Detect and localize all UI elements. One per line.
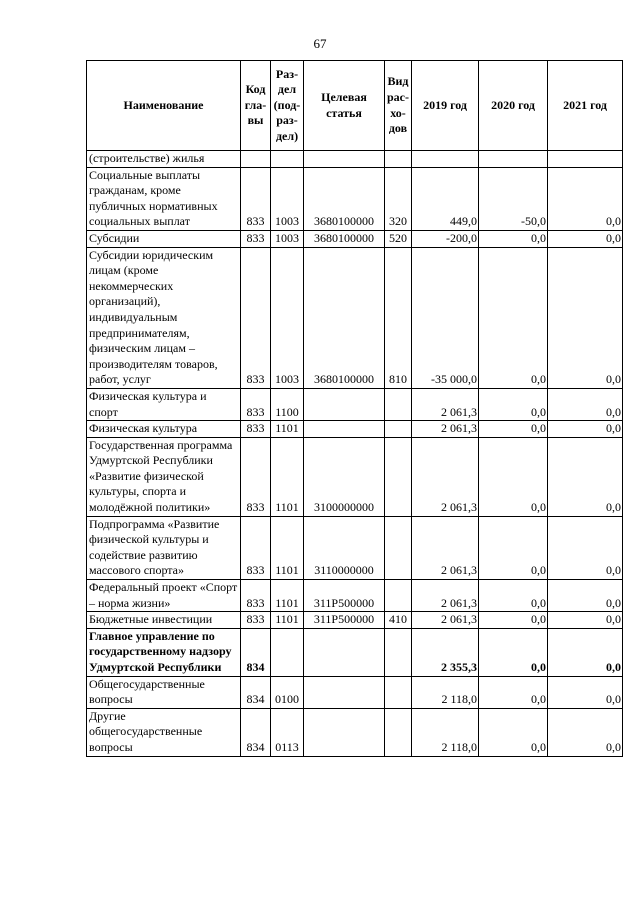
cell-name: Подпрограмма «Развитие физической культуры и содействие развитию массового спорта» <box>87 516 241 579</box>
cell-y2019: 2 355,3 <box>412 628 479 676</box>
header-vid: Вид рас-хо-дов <box>385 61 412 151</box>
cell-razdel: 1101 <box>271 421 304 438</box>
cell-y2021: 0,0 <box>548 421 623 438</box>
cell-y2020: 0,0 <box>479 516 548 579</box>
cell-kod: 833 <box>241 612 271 629</box>
cell-y2019: 2 061,3 <box>412 580 479 612</box>
cell-y2020: 0,0 <box>479 388 548 420</box>
cell-y2020: 0,0 <box>479 708 548 756</box>
cell-name: Субсидии <box>87 230 241 247</box>
cell-y2021: 0,0 <box>548 230 623 247</box>
cell-y2021: 0,0 <box>548 708 623 756</box>
cell-y2021: 0,0 <box>548 437 623 516</box>
cell-name: Социальные выплаты гражданам, кроме публичных нормативных социальных выплат <box>87 167 241 230</box>
cell-vid <box>385 580 412 612</box>
cell-vid: 810 <box>385 247 412 388</box>
cell-kod: 834 <box>241 676 271 708</box>
cell-y2021: 0,0 <box>548 612 623 629</box>
header-statya: Целевая статья <box>304 61 385 151</box>
cell-statya <box>304 421 385 438</box>
cell-statya: 3100000000 <box>304 437 385 516</box>
cell-razdel: 1100 <box>271 388 304 420</box>
table-row <box>87 388 623 420</box>
cell-kod <box>241 151 271 168</box>
page-number: 67 <box>313 36 327 51</box>
cell-kod: 833 <box>241 437 271 516</box>
cell-y2019: -35 000,0 <box>412 247 479 388</box>
cell-y2019: 2 061,3 <box>412 388 479 420</box>
cell-y2020: 0,0 <box>479 230 548 247</box>
cell-y2019 <box>412 151 479 168</box>
cell-razdel: 1101 <box>271 516 304 579</box>
cell-statya <box>304 388 385 420</box>
cell-kod: 833 <box>241 580 271 612</box>
cell-statya: 311P500000 <box>304 580 385 612</box>
cell-statya: 3110000000 <box>304 516 385 579</box>
cell-razdel: 1101 <box>271 612 304 629</box>
table-row <box>87 230 623 247</box>
cell-y2019: 2 061,3 <box>412 612 479 629</box>
cell-name: Общегосударственные вопросы <box>87 676 241 708</box>
cell-vid <box>385 516 412 579</box>
table-row <box>87 580 623 612</box>
cell-y2019: 2 061,3 <box>412 437 479 516</box>
cell-statya: 3680100000 <box>304 167 385 230</box>
cell-statya <box>304 676 385 708</box>
cell-y2020: 0,0 <box>479 612 548 629</box>
cell-y2019: 2 061,3 <box>412 421 479 438</box>
cell-y2021: 0,0 <box>548 580 623 612</box>
cell-name: Физическая культура <box>87 421 241 438</box>
cell-y2021: 0,0 <box>548 247 623 388</box>
cell-razdel <box>271 151 304 168</box>
cell-y2021: 0,0 <box>548 676 623 708</box>
cell-statya <box>304 708 385 756</box>
cell-y2020: 0,0 <box>479 247 548 388</box>
cell-y2020: 0,0 <box>479 437 548 516</box>
cell-y2020: 0,0 <box>479 676 548 708</box>
cell-y2019: 2 118,0 <box>412 676 479 708</box>
cell-vid <box>385 628 412 676</box>
cell-kod: 833 <box>241 230 271 247</box>
cell-razdel: 1003 <box>271 230 304 247</box>
cell-razdel: 1003 <box>271 247 304 388</box>
cell-statya <box>304 151 385 168</box>
table-row <box>87 151 623 168</box>
cell-kod: 834 <box>241 628 271 676</box>
budget-table <box>86 60 623 757</box>
cell-razdel <box>271 628 304 676</box>
cell-y2021: 0,0 <box>548 388 623 420</box>
cell-name: Субсидии юридическим лицам (кроме некоммерческих организаций), индивидуальным предпринимателям, физическим лицам – производителям товаров, работ, услуг <box>87 247 241 388</box>
cell-y2019: 449,0 <box>412 167 479 230</box>
cell-name: (строительстве) жилья <box>87 151 241 168</box>
cell-kod: 833 <box>241 247 271 388</box>
cell-statya <box>304 628 385 676</box>
cell-kod: 833 <box>241 516 271 579</box>
table-body <box>87 151 623 757</box>
header-name: Наименование <box>87 61 241 151</box>
cell-y2020: 0,0 <box>479 628 548 676</box>
table-row <box>87 437 623 516</box>
cell-vid <box>385 437 412 516</box>
cell-vid <box>385 676 412 708</box>
cell-name: Государственная программа Удмуртской Республики «Развитие физической культуры, спорта и молодёжной политики» <box>87 437 241 516</box>
header-razdel: Раз-дел (под-раз-дел) <box>271 61 304 151</box>
cell-y2020 <box>479 151 548 168</box>
cell-razdel: 1101 <box>271 580 304 612</box>
header-2019: 2019 год <box>412 61 479 151</box>
cell-vid <box>385 151 412 168</box>
cell-statya: 3680100000 <box>304 247 385 388</box>
cell-name: Другие общегосударственные вопросы <box>87 708 241 756</box>
cell-vid: 410 <box>385 612 412 629</box>
cell-y2019: -200,0 <box>412 230 479 247</box>
table-row <box>87 421 623 438</box>
cell-y2021: 0,0 <box>548 628 623 676</box>
table-row <box>87 612 623 629</box>
table-row <box>87 516 623 579</box>
cell-vid <box>385 421 412 438</box>
cell-vid: 320 <box>385 167 412 230</box>
cell-razdel: 0113 <box>271 708 304 756</box>
table-row <box>87 247 623 388</box>
header-kod: Код гла-вы <box>241 61 271 151</box>
table-row <box>87 628 623 676</box>
cell-y2020: -50,0 <box>479 167 548 230</box>
cell-y2020: 0,0 <box>479 580 548 612</box>
cell-razdel: 1003 <box>271 167 304 230</box>
cell-y2021: 0,0 <box>548 167 623 230</box>
cell-kod: 833 <box>241 421 271 438</box>
cell-kod: 834 <box>241 708 271 756</box>
cell-name: Федеральный проект «Спорт – норма жизни» <box>87 580 241 612</box>
table-row <box>87 167 623 230</box>
cell-statya: 3680100000 <box>304 230 385 247</box>
cell-razdel: 0100 <box>271 676 304 708</box>
cell-name: Физическая культура и спорт <box>87 388 241 420</box>
cell-y2021 <box>548 151 623 168</box>
cell-razdel: 1101 <box>271 437 304 516</box>
header-2020: 2020 год <box>479 61 548 151</box>
table-row <box>87 676 623 708</box>
cell-vid <box>385 708 412 756</box>
cell-vid: 520 <box>385 230 412 247</box>
header-2021: 2021 год <box>548 61 623 151</box>
cell-vid <box>385 388 412 420</box>
table-row <box>87 708 623 756</box>
cell-name: Главное управление по государственному надзору Удмуртской Республики <box>87 628 241 676</box>
cell-kod: 833 <box>241 167 271 230</box>
cell-statya: 311P500000 <box>304 612 385 629</box>
cell-y2019: 2 061,3 <box>412 516 479 579</box>
cell-kod: 833 <box>241 388 271 420</box>
cell-name: Бюджетные инвестиции <box>87 612 241 629</box>
cell-y2021: 0,0 <box>548 516 623 579</box>
cell-y2020: 0,0 <box>479 421 548 438</box>
cell-y2019: 2 118,0 <box>412 708 479 756</box>
